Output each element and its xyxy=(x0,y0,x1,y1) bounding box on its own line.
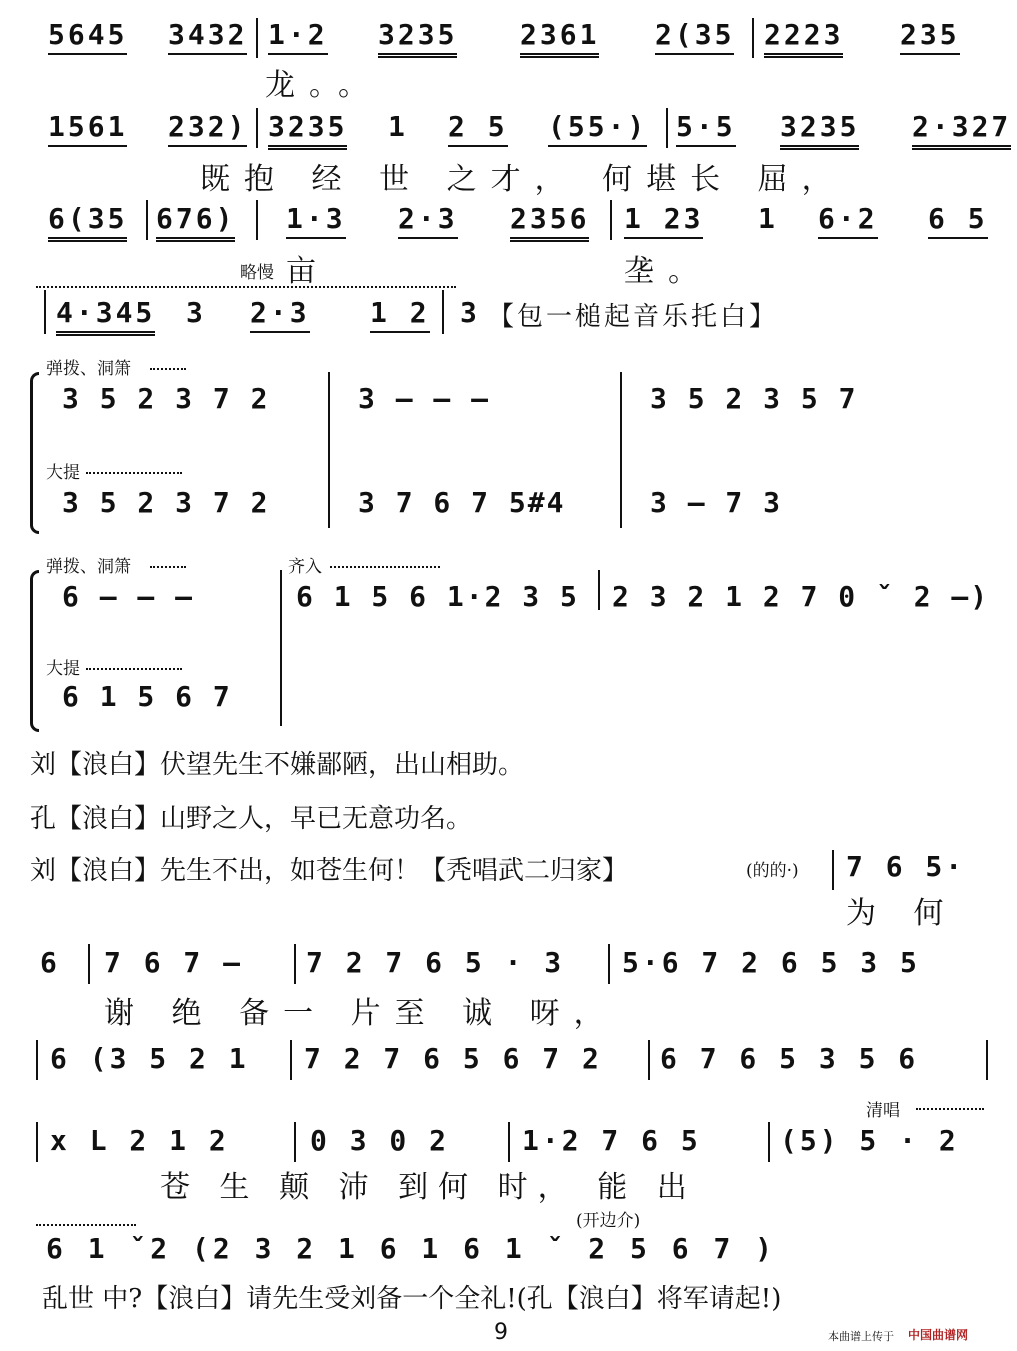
note-group: 7 6 5· xyxy=(846,850,966,883)
note-group: 232) xyxy=(168,110,247,147)
note-group: 6 5 xyxy=(928,202,988,239)
score-line-7 xyxy=(0,1096,1017,1205)
bar-line xyxy=(610,200,612,240)
lyric-text: 为 何 xyxy=(846,896,958,931)
note-group: 2223 xyxy=(764,18,843,58)
note-group: 235 xyxy=(900,18,960,55)
lyric-text: 谢 绝 备一 片至 诚 呀， xyxy=(104,996,618,1031)
instrument-system-1 xyxy=(0,348,1017,536)
dialogue-line: 刘【浪白】伏望先生不嫌鄙陋，出山相助。 xyxy=(30,750,525,780)
score-line-2 xyxy=(0,104,1017,197)
note-group: 2·3 xyxy=(398,202,458,239)
bar-line xyxy=(832,850,834,890)
dotted-line xyxy=(36,1224,136,1226)
bar-line xyxy=(620,372,622,528)
bar-line xyxy=(280,570,282,726)
system-brace xyxy=(30,570,39,732)
score-line-4 xyxy=(0,284,1017,344)
note-group: x L 2 1 2 xyxy=(50,1124,229,1157)
bar-line xyxy=(328,372,330,528)
note-group: 3235 xyxy=(268,110,347,150)
entry-mark: 齐入 xyxy=(288,557,322,577)
note-group: 3235 xyxy=(780,110,859,150)
note-group: 6 (3 5 2 1 xyxy=(50,1042,249,1075)
bar-line xyxy=(508,1122,510,1162)
note-group: 3 5 2 3 5 7 xyxy=(650,382,858,415)
bar-line xyxy=(44,290,46,334)
note-group: 2·3 xyxy=(250,296,310,333)
note-group: (5) 5 · 2 xyxy=(780,1124,959,1157)
note-group: 676) xyxy=(156,202,235,242)
note-group: 6·2 xyxy=(818,202,878,239)
bar-line xyxy=(598,570,600,610)
instrument-label: 弹拨、洞箫 xyxy=(46,359,131,379)
note-group: 3235 xyxy=(378,18,457,58)
note-group: 5·6 7 2 6 5 3 5 xyxy=(622,946,920,979)
bar-line xyxy=(36,1122,38,1162)
dotted-line xyxy=(150,368,186,370)
note-group: 1·2 xyxy=(268,18,328,55)
dotted-line xyxy=(916,1108,984,1110)
page-number: 9 xyxy=(494,1320,508,1345)
lyric-text: 苍 生 颠 沛 到何 时， 能 出 xyxy=(160,1170,697,1205)
note: 1 xyxy=(388,110,408,143)
dotted-line xyxy=(36,286,456,288)
note-group: 3 — 7 3 xyxy=(650,486,783,519)
lyric-text: 既抱 经 世 之才， 何堪长 屈， xyxy=(200,162,846,197)
tempo-mark: 略慢 xyxy=(240,263,274,283)
instrument-label: 弹拨、洞箫 xyxy=(46,557,131,577)
score-line-8 xyxy=(0,1204,1017,1314)
note-group: 2 5 xyxy=(448,110,508,147)
performance-mark: (开边介) xyxy=(576,1211,641,1231)
bar-line xyxy=(146,200,148,240)
lyric-text: 龙。。 xyxy=(265,68,382,103)
score-line-6 xyxy=(0,1036,1017,1092)
bar-line xyxy=(290,1040,292,1080)
note: 3 xyxy=(460,296,480,329)
system-brace xyxy=(30,372,39,534)
note-group: 6 1 ˇ2 (2 3 2 1 6 1 6 1 ˇ 2 5 6 7 ) xyxy=(46,1232,777,1265)
note-group: 7 6 7 — xyxy=(104,946,244,979)
lyric-text: 亩 xyxy=(286,254,330,289)
bar-line xyxy=(294,1122,296,1162)
dialogue-block xyxy=(0,742,1017,931)
bar-line xyxy=(648,1040,650,1080)
instrument-label: 大提 xyxy=(46,463,80,483)
note-group: 3 — — — xyxy=(358,382,491,415)
note-group: 2361 xyxy=(520,18,599,58)
lyric-text: 乱世 中?【浪白】请先生受刘备一个全礼!(孔【浪白】将军请起!) xyxy=(42,1284,782,1314)
note-group: 3 5 2 3 7 2 xyxy=(62,486,270,519)
bar-line xyxy=(442,290,444,334)
note-group: 2356 xyxy=(510,202,589,242)
bar-line xyxy=(666,108,668,148)
dotted-line xyxy=(86,668,182,670)
performance-mark: 清唱 xyxy=(866,1101,900,1121)
note-group: 0 3 0 2 xyxy=(310,1124,450,1157)
score-line-5 xyxy=(0,940,1017,1031)
note-group: 6 1 5 6 7 xyxy=(62,680,232,713)
note-group: (55·) xyxy=(548,110,647,147)
dialogue-line: 刘【浪白】先生不出，如苍生何！【秃唱武二归家】 xyxy=(30,856,629,886)
note-group: 2(35 xyxy=(655,18,734,55)
bar-line xyxy=(294,944,296,984)
note-group: 3 5 2 3 7 2 xyxy=(62,382,270,415)
dotted-line xyxy=(86,472,182,474)
parenthetical: (的的·) xyxy=(746,861,799,881)
footer-note: 本曲谱上传于 xyxy=(828,1330,894,1343)
note-group: 7 2 7 6 5 · 3 xyxy=(306,946,565,979)
note-group: 3 7 6 7 5#4 xyxy=(358,486,566,519)
note-group: 1 23 xyxy=(624,202,703,239)
note-group: 2 3 2 1 2 7 0 ˇ 2 —) xyxy=(612,580,990,613)
note-group: 7 2 7 6 5 6 7 2 xyxy=(304,1042,602,1075)
note-group: 1·2 7 6 5 xyxy=(522,1124,701,1157)
stage-instruction: 【包一槌起音乐托白】 xyxy=(488,302,779,332)
note-group: 5645 xyxy=(48,18,127,55)
note-group: 6 — — — xyxy=(62,580,195,613)
bar-line xyxy=(256,108,258,148)
bar-line xyxy=(36,1040,38,1080)
note-group: 1·3 xyxy=(286,202,346,239)
note-group: 4·345 xyxy=(56,296,155,336)
bar-line xyxy=(608,944,610,984)
note: 3 xyxy=(186,296,206,329)
note-group: 5·5 xyxy=(676,110,736,147)
bar-line xyxy=(768,1122,770,1162)
note-group: 1 2 xyxy=(370,296,430,333)
note: 1 xyxy=(758,202,778,235)
site-logo: 中国曲谱网 xyxy=(908,1328,969,1342)
dialogue-line: 孔【浪白】山野之人，早已无意功名。 xyxy=(30,804,473,834)
bar-line xyxy=(256,18,258,58)
bar-line xyxy=(256,200,258,240)
lyric-text: 垄。 xyxy=(624,254,712,289)
bar-line xyxy=(752,18,754,58)
bar-line xyxy=(986,1040,988,1080)
instrument-system-2 xyxy=(0,546,1017,732)
instrument-label: 大提 xyxy=(46,659,80,679)
dotted-line xyxy=(150,566,186,568)
note-group: 6 1 5 6 1·2 3 5 xyxy=(296,580,579,613)
bar-line xyxy=(88,944,90,984)
note-group: 3432 xyxy=(168,18,247,55)
note-group: 6 7 6 5 3 5 6 xyxy=(660,1042,919,1075)
note-group: 2·327 xyxy=(912,110,1011,150)
note-group: 6(35 xyxy=(48,202,127,242)
note: 6 xyxy=(40,946,60,979)
note-group: 1561 xyxy=(48,110,127,147)
score-line-1 xyxy=(0,14,1017,103)
score-line-3 xyxy=(0,196,1017,289)
dotted-line xyxy=(330,566,440,568)
